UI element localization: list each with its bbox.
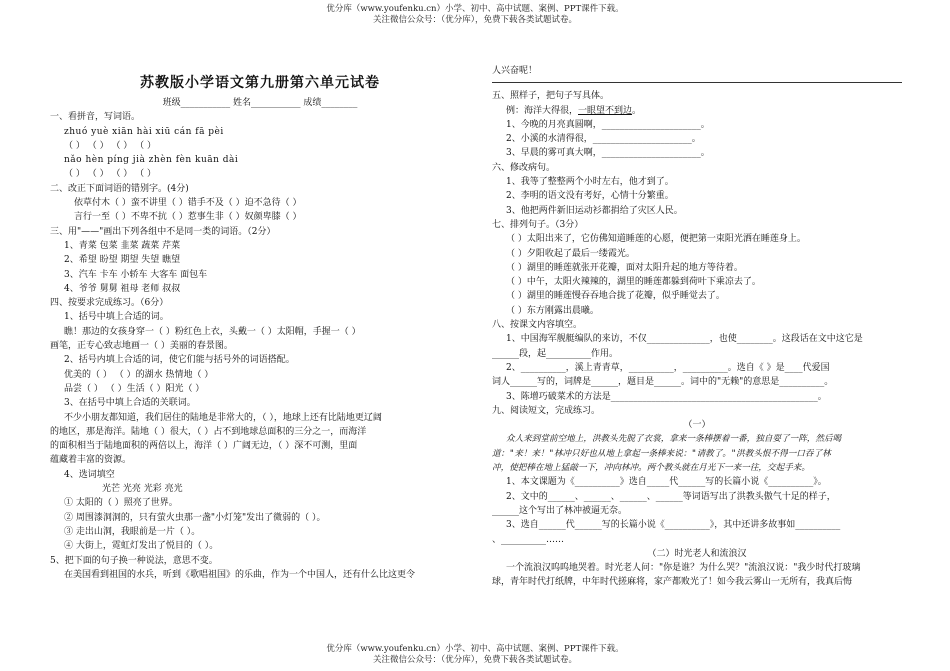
q6-title: 六、修改病句。 [492, 162, 556, 173]
q5-item-3: 3、早晨的雾可真大啊，______________________。 [506, 148, 710, 159]
q8-line-1: 1、中国海军舰艇编队的来访，不仅______________，也使________。这段话在文中这它是 [506, 334, 863, 345]
q8-line-2: ______段，起__________作用。 [492, 348, 619, 359]
student-info: 班级___________ 姓名___________ 成绩________ [162, 98, 358, 108]
q9-question-3: 3、选自______代______写的长篇小说《__________》，其中还讲多故事如__________ [506, 520, 841, 531]
q4-sub-3-text-d: 蕴藏着丰富的资源。 [50, 455, 132, 466]
q3-group-2: 2、希望 盼望 期望 失望 瞧望 [64, 255, 181, 266]
blank-row-1: （ ） （ ） （ ） （ ） [64, 140, 157, 151]
q8-line-4: 词人______写的，词牌是______，题目是______。词中的"无赖"的意思是__________。 [492, 377, 834, 388]
q4-sub-4-item-4: ④ 大街上，霓虹灯发出了悦目的（ ）。 [64, 541, 219, 552]
pinyin-row-1: zhuó yuè xiān hài xiū cán fā pèi [64, 126, 224, 137]
q4-sub-3-text-a: 不少小朋友都知道，我们居住的陆地是非常大的，（ ），地球上还有比陆地更辽阔 [64, 412, 382, 423]
q9-passage-2-line-2: 球，青年时代打纸牌，中年时代搓麻将，家产都败光了！如今我云雾山一无所有，我真后悔 [492, 577, 853, 588]
blank-row-2: （ ） （ ） （ ） （ ） [64, 169, 157, 180]
q4-sub-1: 1、括号中填上合适的词。 [64, 312, 169, 323]
pinyin-row-2: nǎo hèn píng jià zhèn fèn kuān dài [64, 155, 239, 166]
q5-item-1: 1、今晚的月亮真圆啊，______________________。 [506, 119, 710, 130]
q6-item-3: 3、他把两件新旧运动衫都捐给了灾区人民。 [506, 205, 683, 216]
q7-item-2: （ ）夕阳收起了最后一缕霞光。 [506, 248, 635, 259]
exam-title: 苏教版小学语文第九册第六单元试卷 [140, 75, 380, 91]
q4-sub-4: 4、选词填空 [64, 469, 115, 480]
q7-item-6: （ ）东方刚露出晨曦。 [506, 305, 599, 316]
q9-passage-1-line-1: 众人来到堂前空地上，洪教头先脱了衣裳，拿来一条棒摆着一番，独自耍了一阵，然后喝 [506, 434, 842, 445]
q4-sub-4-item-2: ② 周围漆洞洞的，只有萤火虫那一盏"小灯笼"发出了微弱的（ ）。 [64, 512, 326, 523]
page-footer [0, 644, 950, 666]
q5-example-underlined: 一眼望不到边 [578, 105, 633, 116]
q9-part-1-heading: （一） [683, 420, 711, 431]
q5-example-prefix: 例：海洋大得很， [506, 105, 579, 116]
q5-example-suffix: 。 [632, 105, 642, 116]
q3-title: 三、用"——"画出下列各组中不是同一类的词语。（2分） [50, 226, 276, 237]
q4-sub-5-text: 在美国看到祖国的水兵，听到《歌唱祖国》的乐曲，作为一个中国人，还有什么比这更令 [64, 569, 416, 580]
footer-line-1: 优分库（www.youfenku.cn）小学、初中、高中试题、案例、PPT课件下载。 [326, 644, 624, 654]
q9-passage-2-line-1: 一个流浪汉呜呜地哭着。时光老人问："你是谁？为什么哭？"流浪汉说："我少时代打玻璃 [506, 563, 861, 574]
q6-item-1: 1、我等了整整两个小时左右，他才到了。 [506, 177, 674, 188]
q4-sub-2-row-1: 优美的（ ） （ ）的湖水 热情地（ ） [64, 369, 214, 380]
q9-part-2-heading: （二）时光老人和流浪汉 [647, 548, 747, 559]
q7-item-3: （ ）湖里的睡莲就张开花瓣，面对太阳升起的地方等待着。 [506, 262, 743, 273]
carryover-text: 人兴奋呢！ [492, 66, 538, 76]
q7-item-1: （ ）太阳出来了，它仿佛知道睡莲的心愿，便把第一束阳光洒在睡莲身上。 [506, 234, 806, 245]
right-column [492, 64, 902, 590]
footer-line-2: 关注微信公众号：（优分库），免费下载各类试题试卷。 [372, 655, 577, 665]
q2-row-1: 依草付木（ ）蛮不讲里（ ）错手不及（ ）迫不急待（ ） [74, 198, 302, 209]
q8-title: 八、按课文内容填空。 [492, 320, 583, 331]
q2-title: 二、改正下面词语的错别字。(4分) [50, 183, 189, 194]
q4-title: 四、按要求完成练习。（6分） [50, 298, 169, 309]
q9-question-1: 1、本文课题为《__________》选自_____代______写的长篇小说《__________》。 [506, 477, 827, 488]
q5-example [492, 104, 902, 118]
q4-sub-2-row-2: 品尝（ ） （ ）生活（ ）阳光（ ） [64, 383, 205, 394]
divider-line [492, 78, 902, 83]
q5-item-2: 2、小溪的水清得很，______________________。 [506, 134, 701, 145]
q4-sub-5: 5、把下面的句子换一种说法，意思不变。 [50, 555, 218, 566]
q7-item-4: （ ）中午，太阳火辣辣的，湖里的睡莲都躲到荷叶下乘凉去了。 [506, 277, 761, 288]
q9-passage-1-line-3: 冲，使把棒在地上猛敲一下，冲向林冲。两个教头就在月光下一来一往，交起手来。 [492, 463, 810, 474]
q1-title: 一、看拼音，写词语。 [50, 112, 141, 123]
q9-question-2: 2、文中的______、______、______、______等词语写出了洪教头傲气十足的样子， [506, 491, 836, 502]
q8-line-5: 3、陈增巧破菜术的方法是______________________________________________。 [506, 391, 827, 402]
q5-title: 五、照样子，把句子写具体。 [492, 91, 610, 102]
q4-sub-3-text-b: 的地区，那是海洋。陆地（ ）很大，（ ）占不到地球总面积的三分之一，而海洋 [50, 426, 367, 437]
header-line-1: 优分库（www.youfenku.cn）小学、初中、高中试题、案例、PPT课件下载。 [326, 4, 624, 14]
q4-sub-4-item-3: ③ 走出山洞，我眼前是一片（ ）。 [64, 526, 201, 537]
q2-row-2: 言行一至（ ）不卑不抗（ ）惹事生非（ ）奴颜卑膝（ ） [74, 212, 302, 223]
page-header [0, 4, 950, 26]
header-line-2: 关注微信公众号：（优分库），免费下载各类试题试卷。 [372, 15, 577, 25]
q3-group-3: 3、汽车 卡车 小轿车 大客车 面包车 [64, 269, 208, 280]
q9-passage-1-line-2: 道："来！来！"林冲只好也从地上拿起一条棒来说："请教了。"洪教头恨不得一口吞了林 [492, 448, 831, 459]
q7-title: 七、排列句子。（3分） [492, 219, 584, 230]
q8-line-3: 2、__________，溪上青青草，__________，__________。选自《 》是____代爱国 [506, 362, 830, 373]
q3-group-1: 1、青菜 包菜 韭菜 蔬菜 芹菜 [64, 240, 181, 251]
q4-sub-3: 3、在括号中填上合适的关联词。 [64, 398, 196, 409]
q4-sub-1-text-b: 画笔，正专心致志地画一（ ）美丽的春景图。 [50, 341, 233, 352]
q4-sub-4-item-1: ① 太阳的（ ）照亮了世界。 [64, 498, 178, 509]
q4-sub-2: 2、括号内填上合适的词，使它们能与括号外的词语搭配。 [64, 355, 295, 366]
q9-question-2-cont: ______这个写出了林冲被逼无奈。 [492, 505, 628, 516]
left-column [50, 70, 470, 582]
q4-sub-4-options: 光芒 光亮 光彩 亮光 [102, 484, 183, 495]
q6-item-2: 2、李明的语文没有考好，心情十分繁重。 [506, 191, 674, 202]
q9-title: 九、阅读短文，完成练习。 [492, 405, 601, 416]
q4-sub-3-text-c: 的面积相当于陆地面积的两倍以上，海洋（ ）广阔无边，（ ）深不可测，里面 [50, 441, 358, 452]
q4-sub-1-text-a: 瞧！那边的女孩身穿一（ ）粉红色上衣，头戴一（ ）太阳帽，手握一（ ） [64, 326, 361, 337]
q9-question-3-cont: 、__________…… [492, 534, 565, 545]
q7-item-5: （ ）湖里的睡莲慢吞吞地合拢了花瓣，似乎睡觉去了。 [506, 291, 725, 302]
q3-group-4: 4、爷爷 舅舅 祖母 老师 叔叔 [64, 283, 181, 294]
